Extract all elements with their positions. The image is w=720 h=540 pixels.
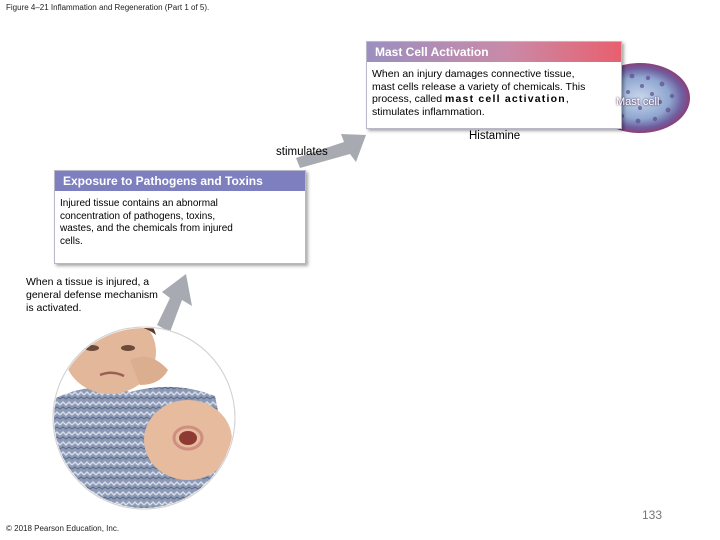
copyright-notice: © 2018 Pearson Education, Inc. — [6, 524, 120, 533]
pathogen-exposure-text: Injured tissue contains an abnormal concentration of pathogens, toxins, wastes, and the chemicals from injured cells. — [60, 198, 233, 247]
figure-caption: Figure 4–21 Inflammation and Regeneration (Part 1 of 5). — [6, 3, 210, 12]
injured-child-photo — [50, 304, 240, 520]
injury-description: When a tissue is injured, a general defense mechanism is activated. — [26, 276, 158, 314]
stimulates-label: stimulates — [276, 146, 328, 158]
mast-cell-activation-title: Mast Cell Activation — [367, 42, 621, 62]
mast-cell-activation-keyword: mast cell activation — [444, 93, 566, 105]
pathogen-exposure-panel — [54, 170, 306, 264]
mast-cell-label: Mast cell — [616, 96, 660, 108]
mast-cell-activation-panel — [366, 41, 622, 129]
histamine-label: Histamine — [469, 130, 521, 142]
mast-text-after: , stimulates inflammation. — [372, 93, 569, 118]
mast-cell-activation-text — [372, 68, 590, 118]
pathogen-exposure-title: Exposure to Pathogens and Toxins — [55, 171, 305, 191]
page-number: 133 — [642, 508, 663, 522]
mast-text-before: When an injury damages connective tissue, mast cells release a variety of chemicals. This process, called — [372, 68, 586, 105]
